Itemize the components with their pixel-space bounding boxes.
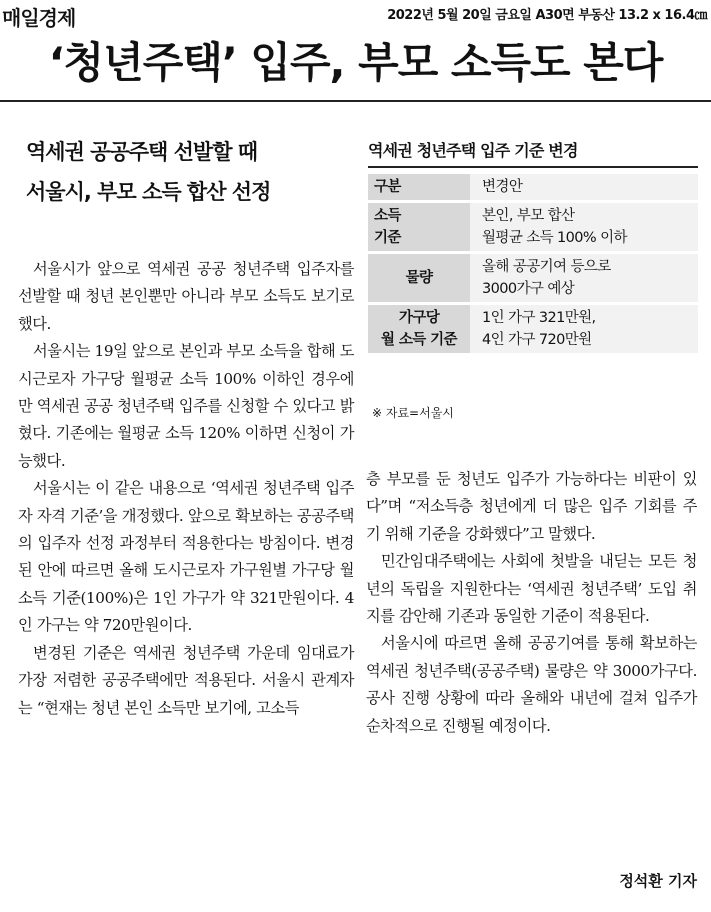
headline-divider [0, 100, 711, 102]
paragraph: 민간임대주택에는 사회에 첫발을 내딛는 모든 청년의 독립을 지원한다는 ‘역세권 청년주택’ 도입 취지를 감안해 기존과 동일한 기준이 적용된다. [366, 552, 697, 626]
table-row [368, 203, 698, 251]
source-note: ※ 자료=서울시 [372, 406, 454, 420]
newspaper-name: 매일경제 [2, 6, 76, 30]
table-row-label: 가구당 월 소득 기준 [368, 305, 470, 353]
table-row-label: 소득 기준 [368, 203, 470, 251]
article-left-column [18, 256, 354, 722]
byline: 정석환 기자 [619, 872, 697, 890]
table-row-label: 물량 [368, 254, 470, 302]
table-header-label: 구분 [368, 174, 470, 200]
table-row [368, 254, 698, 302]
issue-info: 2022년 5월 20일 금요일 A30면 부동산 13.2 x 16.4㎝ [387, 8, 707, 23]
table-row-value: 올해 공공기여 등으로 3000가구 예상 [470, 254, 698, 302]
paragraph: 서울시에 따르면 올해 공공기여를 통해 확보하는 역세권 청년주택(공공주택) 물량은 약 3000가구다. 공사 진행 상황에 따라 올해와 내년에 걸쳐 입주가 순차적으로 진행될 예정이다. [366, 634, 697, 735]
paragraph: 서울시는 19일 앞으로 본인과 부모 소득을 합해 도시근로자 가구당 월평균 소득 100% 이하인 경우에만 역세권 공공 청년주택 입주를 신청할 수 있다고 밝혔다. 기존에는 월평균 소득 120% 이하면 신청이 가능했다. [18, 342, 354, 470]
table-row-value: 1인 가구 321만원, 4인 가구 720만원 [470, 305, 698, 353]
article-right-column [366, 466, 697, 740]
table-header-row [368, 174, 698, 200]
paragraph: 변경된 기준은 역세권 청년주택 가운데 임대료가 가장 저렴한 공공주택에만 적용된다. 서울시 관계자는 “현재는 청년 본인 소득만 보기에, 고소득 [18, 643, 354, 717]
table-row [368, 305, 698, 353]
subhead-2: 서울시, 부모 소득 합산 선정 [26, 180, 271, 204]
table-header-value: 변경안 [470, 174, 698, 200]
paragraph-continuation: 층 부모를 둔 청년도 입주가 가능하다는 비판이 있다”며 “저소득층 청년에게 더 많은 입주 기회를 주기 위해 기준을 강화했다”고 말했다. [366, 470, 697, 543]
subhead-1: 역세권 공공주택 선발할 때 [26, 140, 258, 164]
headline: ‘청년주택’ 입주, 부모 소득도 본다 [48, 38, 663, 87]
paragraph: 서울시가 앞으로 역세권 공공 청년주택 입주자를 선발할 때 청년 본인뿐만 아니라 부모 소득도 보기로 했다. [18, 260, 354, 333]
table-row-value: 본인, 부모 합산 월평균 소득 100% 이하 [470, 203, 698, 251]
info-box-divider [368, 166, 698, 168]
criteria-table [368, 171, 698, 356]
paragraph: 서울시는 이 같은 내용으로 ‘역세권 청년주택 입주자 자격 기준’을 개정했다. 앞으로 확보하는 공공주택의 입주자 선정 과정부터 적용한다는 방침이다. 변경된 안에 따르면 올해 도시근로자 가구원별 가구당 월소득 기준(100%)은 1인 가구가 약 321만원이다. 4인 가구는 약 720만원이다. [18, 479, 355, 635]
info-box-title: 역세권 청년주택 입주 기준 변경 [368, 141, 578, 160]
